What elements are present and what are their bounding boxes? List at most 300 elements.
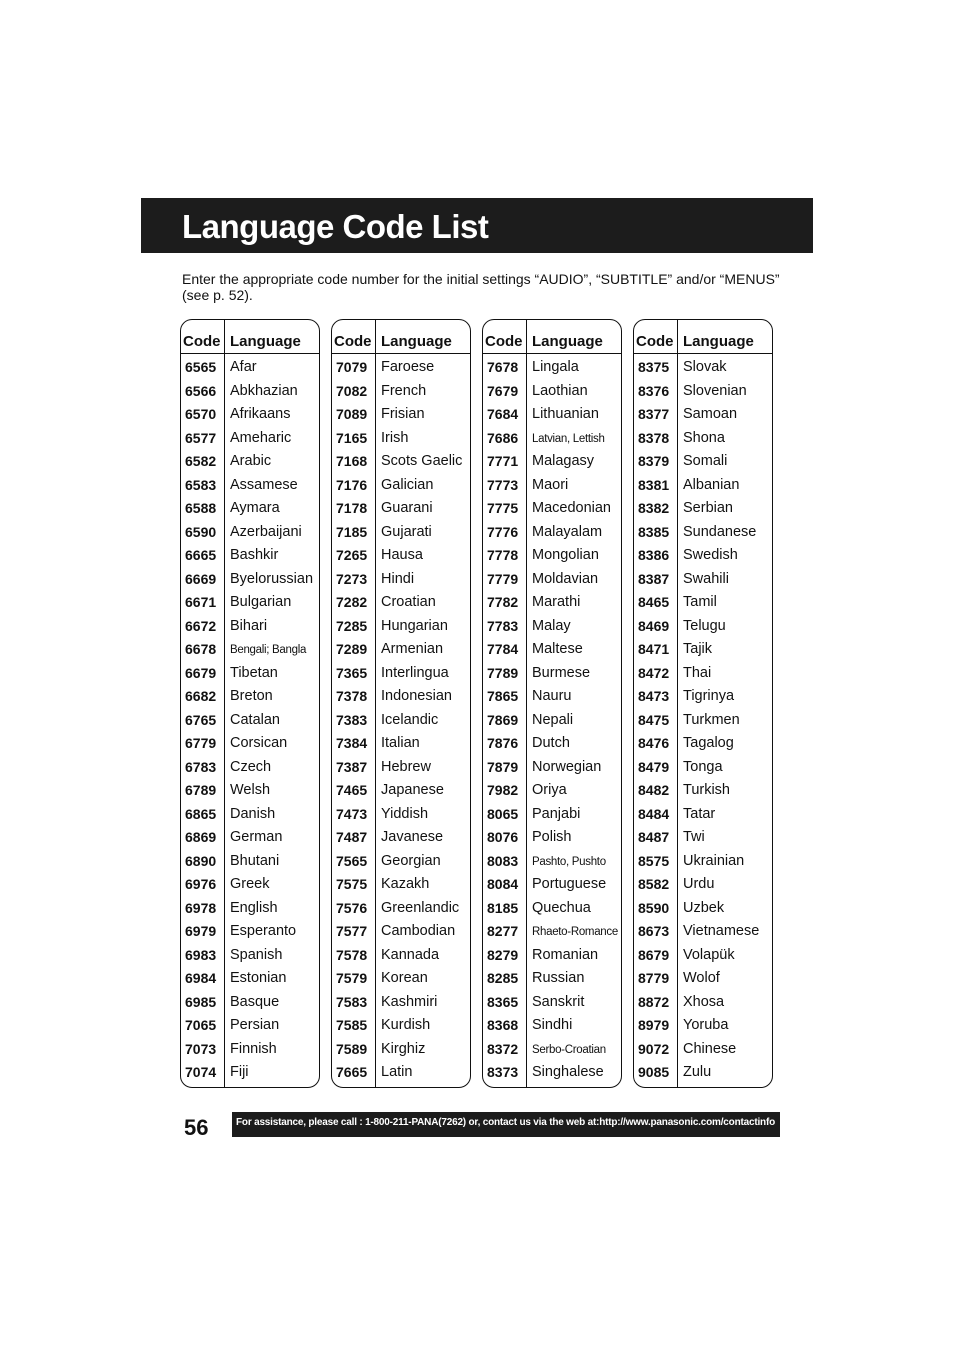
language-name: Afrikaans — [230, 406, 291, 422]
language-code: 6669 — [185, 570, 217, 587]
language-code: 7565 — [336, 852, 368, 869]
table-row — [181, 944, 319, 968]
language-code: 6983 — [185, 946, 217, 963]
table-row — [634, 850, 772, 874]
language-code: 7384 — [336, 735, 368, 751]
language-code: 6679 — [185, 664, 217, 681]
language-code: 7487 — [336, 829, 368, 845]
language-name: Somali — [683, 453, 728, 469]
language-code: 7684 — [487, 406, 519, 422]
table-row — [483, 474, 621, 498]
table-row — [332, 756, 470, 780]
table-row — [483, 850, 621, 874]
language-name: Thai — [683, 664, 712, 681]
language-code: 7365 — [336, 664, 368, 681]
language-name: Hindi — [381, 570, 415, 587]
table-row — [332, 497, 470, 521]
language-name: Abkhazian — [230, 382, 298, 399]
table-row — [181, 544, 319, 568]
language-name: Spanish — [230, 946, 283, 963]
table-row — [181, 756, 319, 780]
table-row — [634, 615, 772, 639]
language-code: 6566 — [185, 382, 217, 399]
language-name: Polish — [532, 829, 572, 845]
language-name: Frisian — [381, 406, 425, 422]
language-code: 8590 — [638, 899, 670, 916]
table-row — [634, 568, 772, 592]
language-name: Azerbaijani — [230, 523, 302, 540]
table-row — [483, 638, 621, 662]
table-row — [634, 427, 772, 451]
language-name: Faroese — [381, 359, 435, 375]
table-row — [332, 991, 470, 1015]
page-title: Language Code List — [182, 208, 489, 245]
language-name: Wolof — [683, 970, 720, 986]
language-code: 8279 — [487, 946, 519, 963]
language-name: Shona — [683, 429, 725, 446]
table-row — [332, 920, 470, 944]
table-row — [634, 521, 772, 545]
table-row — [634, 638, 772, 662]
language-name: Irish — [381, 429, 409, 446]
language-code: 8872 — [638, 993, 670, 1010]
language-name: Macedonian — [532, 500, 611, 516]
language-code: 6765 — [185, 711, 217, 728]
table-row — [634, 709, 772, 733]
language-name: Tonga — [683, 758, 723, 775]
language-name: Kirghiz — [381, 1040, 426, 1057]
language-name: Bulgarian — [230, 594, 292, 610]
language-code: 6682 — [185, 688, 217, 704]
language-code: 6671 — [185, 594, 217, 610]
language-name: Russian — [532, 970, 585, 986]
language-code: 7865 — [487, 688, 519, 704]
language-name: Nauru — [532, 688, 572, 704]
language-code: 7575 — [336, 876, 368, 892]
language-name: Esperanto — [230, 923, 297, 939]
language-code: 7879 — [487, 758, 519, 775]
table-row — [634, 662, 772, 686]
language-code: 7589 — [336, 1040, 368, 1057]
table-row — [332, 615, 470, 639]
table-row — [332, 591, 470, 615]
table-row — [181, 638, 319, 662]
language-code: 7465 — [336, 782, 368, 798]
language-code: 8673 — [638, 923, 670, 939]
language-name: English — [230, 899, 278, 916]
language-name: Fiji — [230, 1064, 249, 1080]
language-name: Byelorussian — [230, 570, 314, 587]
table-row — [483, 756, 621, 780]
language-name: Georgian — [381, 852, 441, 869]
language-name: Latvian, Lettish — [532, 432, 605, 445]
language-name: Javanese — [381, 829, 444, 845]
language-name: Cambodian — [381, 923, 456, 939]
language-code: 6984 — [185, 970, 217, 986]
table-row — [634, 544, 772, 568]
language-code: 7583 — [336, 993, 368, 1010]
language-code: 8277 — [487, 923, 519, 939]
language-code: 7773 — [487, 476, 519, 493]
intro-text: Enter the appropriate code number for the initial settings “AUDIO”, “SUBTITLE” and/or “MENUS” (see p. 52). — [182, 271, 780, 303]
language-code: 7869 — [487, 711, 519, 728]
table-row — [483, 450, 621, 474]
table-row — [483, 779, 621, 803]
table-row — [483, 826, 621, 850]
table-row — [483, 521, 621, 545]
language-name: Afar — [230, 359, 257, 375]
table-row — [483, 1061, 621, 1085]
language-code: 7073 — [185, 1040, 217, 1057]
language-code: 6565 — [185, 359, 217, 375]
table-row — [483, 732, 621, 756]
table-row — [181, 779, 319, 803]
table-row — [332, 568, 470, 592]
table-row — [181, 873, 319, 897]
language-code: 8387 — [638, 570, 670, 587]
header-language: Language — [532, 333, 603, 350]
language-code: 8575 — [638, 852, 670, 869]
header-code: Code — [485, 333, 523, 350]
language-code: 7089 — [336, 406, 368, 422]
language-name: Basque — [230, 993, 280, 1010]
language-name: Japanese — [381, 782, 444, 798]
language-code: 8779 — [638, 970, 670, 986]
language-code: 8465 — [638, 594, 670, 610]
language-name: Romanian — [532, 946, 599, 963]
language-code: 7178 — [336, 500, 368, 516]
language-code: 8065 — [487, 805, 519, 822]
table-row — [181, 403, 319, 427]
language-code: 6583 — [185, 476, 217, 493]
language-code: 7383 — [336, 711, 368, 728]
code-table-3 — [482, 319, 622, 1088]
language-code: 8385 — [638, 523, 670, 540]
language-name: Hebrew — [381, 758, 431, 775]
language-code: 7679 — [487, 382, 519, 399]
table-row — [332, 803, 470, 827]
language-code: 8979 — [638, 1017, 670, 1033]
language-code: 6865 — [185, 805, 217, 822]
language-name: Malagasy — [532, 453, 595, 469]
language-name: Scots Gaelic — [381, 453, 463, 469]
language-name: Guarani — [381, 500, 433, 516]
language-name: Danish — [230, 805, 276, 822]
language-name: Serbian — [683, 500, 733, 516]
language-code: 7778 — [487, 547, 519, 563]
table-row — [181, 826, 319, 850]
header-language: Language — [381, 333, 452, 350]
table-row — [483, 685, 621, 709]
language-name: Singhalese — [532, 1064, 604, 1080]
table-row — [332, 685, 470, 709]
language-code: 9085 — [638, 1064, 670, 1080]
language-code: 7578 — [336, 946, 368, 963]
table-row — [332, 638, 470, 662]
table-row — [634, 474, 772, 498]
language-name: Oriya — [532, 782, 567, 798]
code-table-2 — [331, 319, 471, 1088]
language-name: Sundanese — [683, 523, 757, 540]
language-name: French — [381, 382, 427, 399]
language-code: 8378 — [638, 429, 670, 446]
language-name: Tibetan — [230, 664, 278, 681]
language-code: 8386 — [638, 547, 670, 563]
table-row — [634, 1061, 772, 1085]
language-code: 6779 — [185, 735, 217, 751]
language-name: Urdu — [683, 876, 715, 892]
table-row — [483, 591, 621, 615]
table-row — [332, 403, 470, 427]
language-code: 7185 — [336, 523, 368, 540]
language-name: Chinese — [683, 1040, 737, 1057]
language-name: Moldavian — [532, 570, 599, 587]
language-name: Lingala — [532, 359, 579, 375]
table-row — [483, 403, 621, 427]
language-code: 7784 — [487, 641, 519, 657]
table-row — [634, 732, 772, 756]
language-code: 8376 — [638, 382, 670, 399]
table-row — [634, 944, 772, 968]
language-name: Zulu — [683, 1064, 712, 1080]
table-row — [332, 826, 470, 850]
table-row — [332, 662, 470, 686]
language-code: 7168 — [336, 453, 368, 469]
language-name: Tajik — [683, 641, 713, 657]
table-row — [181, 427, 319, 451]
language-code: 6985 — [185, 993, 217, 1010]
table-row — [332, 450, 470, 474]
language-code: 7289 — [336, 641, 368, 657]
language-name: Sanskrit — [532, 993, 585, 1010]
language-code: 6869 — [185, 829, 217, 845]
language-name: Kazakh — [381, 876, 430, 892]
table-row — [181, 897, 319, 921]
table-row — [634, 897, 772, 921]
table-row — [483, 991, 621, 1015]
table-row — [634, 826, 772, 850]
language-name: Croatian — [381, 594, 436, 610]
table-row — [634, 1014, 772, 1038]
table-row — [483, 920, 621, 944]
language-code: 8479 — [638, 758, 670, 775]
language-name: Norwegian — [532, 758, 602, 775]
language-name: Malayalam — [532, 523, 603, 540]
language-code: 7165 — [336, 429, 368, 446]
language-code: 8372 — [487, 1040, 519, 1057]
table-row — [332, 356, 470, 380]
header-code: Code — [334, 333, 372, 350]
language-name: Corsican — [230, 735, 288, 751]
language-code: 7665 — [336, 1064, 368, 1080]
table-row — [181, 356, 319, 380]
language-name: Maori — [532, 476, 569, 493]
language-name: Vietnamese — [683, 923, 760, 939]
language-name: Interlingua — [381, 664, 449, 681]
language-code: 7771 — [487, 453, 519, 469]
language-name: Breton — [230, 688, 273, 704]
language-code: 7378 — [336, 688, 368, 704]
language-code: 7783 — [487, 617, 519, 634]
language-code: 6976 — [185, 876, 217, 892]
table-row — [634, 873, 772, 897]
language-name: Tatar — [683, 805, 716, 822]
language-name: Samoan — [683, 406, 738, 422]
table-row — [181, 732, 319, 756]
table-row — [332, 380, 470, 404]
language-code: 7876 — [487, 735, 519, 751]
language-code: 8472 — [638, 664, 670, 681]
table-row — [332, 732, 470, 756]
language-name: Kurdish — [381, 1017, 431, 1033]
language-name: Nepali — [532, 711, 574, 728]
table-row — [181, 615, 319, 639]
language-name: Bashkir — [230, 547, 279, 563]
table-row — [634, 685, 772, 709]
table-row — [483, 568, 621, 592]
table-row — [181, 497, 319, 521]
language-code: 8373 — [487, 1064, 519, 1080]
language-name: Tigrinya — [683, 688, 735, 704]
language-code: 7776 — [487, 523, 519, 540]
language-code: 6588 — [185, 500, 217, 516]
language-name: Rhaeto-Romance — [532, 926, 618, 938]
language-name: Volapük — [683, 946, 735, 963]
language-code: 7282 — [336, 594, 368, 610]
language-code: 7273 — [336, 570, 368, 587]
language-code: 6678 — [185, 641, 217, 657]
table-row — [483, 873, 621, 897]
language-name: Czech — [230, 758, 272, 775]
table-row — [634, 356, 772, 380]
language-name: Slovak — [683, 359, 727, 375]
language-code: 8475 — [638, 711, 670, 728]
language-name: Bengali; Bangla — [230, 644, 307, 656]
language-code: 6979 — [185, 923, 217, 939]
language-code: 7775 — [487, 500, 519, 516]
language-code: 6978 — [185, 899, 217, 916]
table-row — [181, 568, 319, 592]
table-row — [181, 591, 319, 615]
language-name: Ukrainian — [683, 852, 745, 869]
language-code: 7678 — [487, 359, 519, 375]
language-code: 7065 — [185, 1017, 217, 1033]
language-name: Lithuanian — [532, 406, 599, 422]
language-name: Portuguese — [532, 876, 607, 892]
language-code: 8582 — [638, 876, 670, 892]
language-code: 6890 — [185, 852, 217, 869]
table-row — [332, 897, 470, 921]
language-code: 8368 — [487, 1017, 519, 1033]
language-name: Kannada — [381, 946, 440, 963]
table-row — [483, 803, 621, 827]
language-code: 7082 — [336, 382, 368, 399]
language-name: Tamil — [683, 594, 717, 610]
language-code: 8381 — [638, 476, 670, 493]
language-code: 8377 — [638, 406, 670, 422]
language-code: 8679 — [638, 946, 670, 963]
language-code: 8487 — [638, 829, 670, 845]
table-row — [483, 1038, 621, 1062]
language-code: 8076 — [487, 829, 519, 845]
language-code: 8476 — [638, 735, 670, 751]
language-code: 7576 — [336, 899, 368, 916]
table-row — [181, 1038, 319, 1062]
language-name: Twi — [683, 829, 705, 845]
language-name: Bihari — [230, 617, 268, 634]
language-code: 8473 — [638, 688, 670, 704]
table-row — [332, 544, 470, 568]
language-name: Tagalog — [683, 735, 734, 751]
language-name: Greenlandic — [381, 899, 460, 916]
language-name: Maltese — [532, 641, 583, 657]
language-code: 7789 — [487, 664, 519, 681]
language-code: 8471 — [638, 641, 670, 657]
language-name: Yoruba — [683, 1017, 729, 1033]
language-code: 8365 — [487, 993, 519, 1010]
table-row — [634, 779, 772, 803]
language-name: Ameharic — [230, 429, 292, 446]
table-row — [181, 991, 319, 1015]
language-name: Catalan — [230, 711, 280, 728]
language-name: Hungarian — [381, 617, 448, 634]
language-name: Serbo-Croatian — [532, 1043, 606, 1056]
language-name: Telugu — [683, 617, 726, 634]
table-row — [483, 709, 621, 733]
language-code: 7686 — [487, 429, 519, 446]
language-code: 8469 — [638, 617, 670, 634]
table-row — [332, 1014, 470, 1038]
language-name: Latin — [381, 1064, 413, 1080]
table-row — [181, 967, 319, 991]
language-code: 7176 — [336, 476, 368, 493]
table-row — [483, 967, 621, 991]
table-row — [181, 662, 319, 686]
table-row — [634, 591, 772, 615]
language-code: 8375 — [638, 359, 670, 375]
table-row — [634, 380, 772, 404]
table-row — [634, 450, 772, 474]
table-row — [181, 685, 319, 709]
table-row — [634, 497, 772, 521]
language-name: Yiddish — [381, 805, 429, 822]
table-row — [634, 756, 772, 780]
table-row — [483, 356, 621, 380]
language-name: Turkish — [683, 782, 730, 798]
table-row — [634, 803, 772, 827]
table-row — [332, 521, 470, 545]
footer-bar — [232, 1112, 780, 1137]
language-name: Laothian — [532, 382, 588, 399]
table-row — [181, 521, 319, 545]
table-row — [332, 873, 470, 897]
language-code: 7982 — [487, 782, 519, 798]
table-row — [181, 450, 319, 474]
language-name: Arabic — [230, 453, 272, 469]
language-code: 6590 — [185, 523, 217, 540]
language-code: 6783 — [185, 758, 217, 775]
language-name: Pashto, Pushto — [532, 855, 606, 868]
language-name: Albanian — [683, 476, 740, 493]
header-code: Code — [183, 333, 221, 350]
language-name: Marathi — [532, 594, 581, 610]
table-row — [181, 1014, 319, 1038]
table-row — [181, 803, 319, 827]
table-row — [483, 497, 621, 521]
table-row — [483, 897, 621, 921]
table-row — [483, 1014, 621, 1038]
language-name: Xhosa — [683, 993, 725, 1010]
